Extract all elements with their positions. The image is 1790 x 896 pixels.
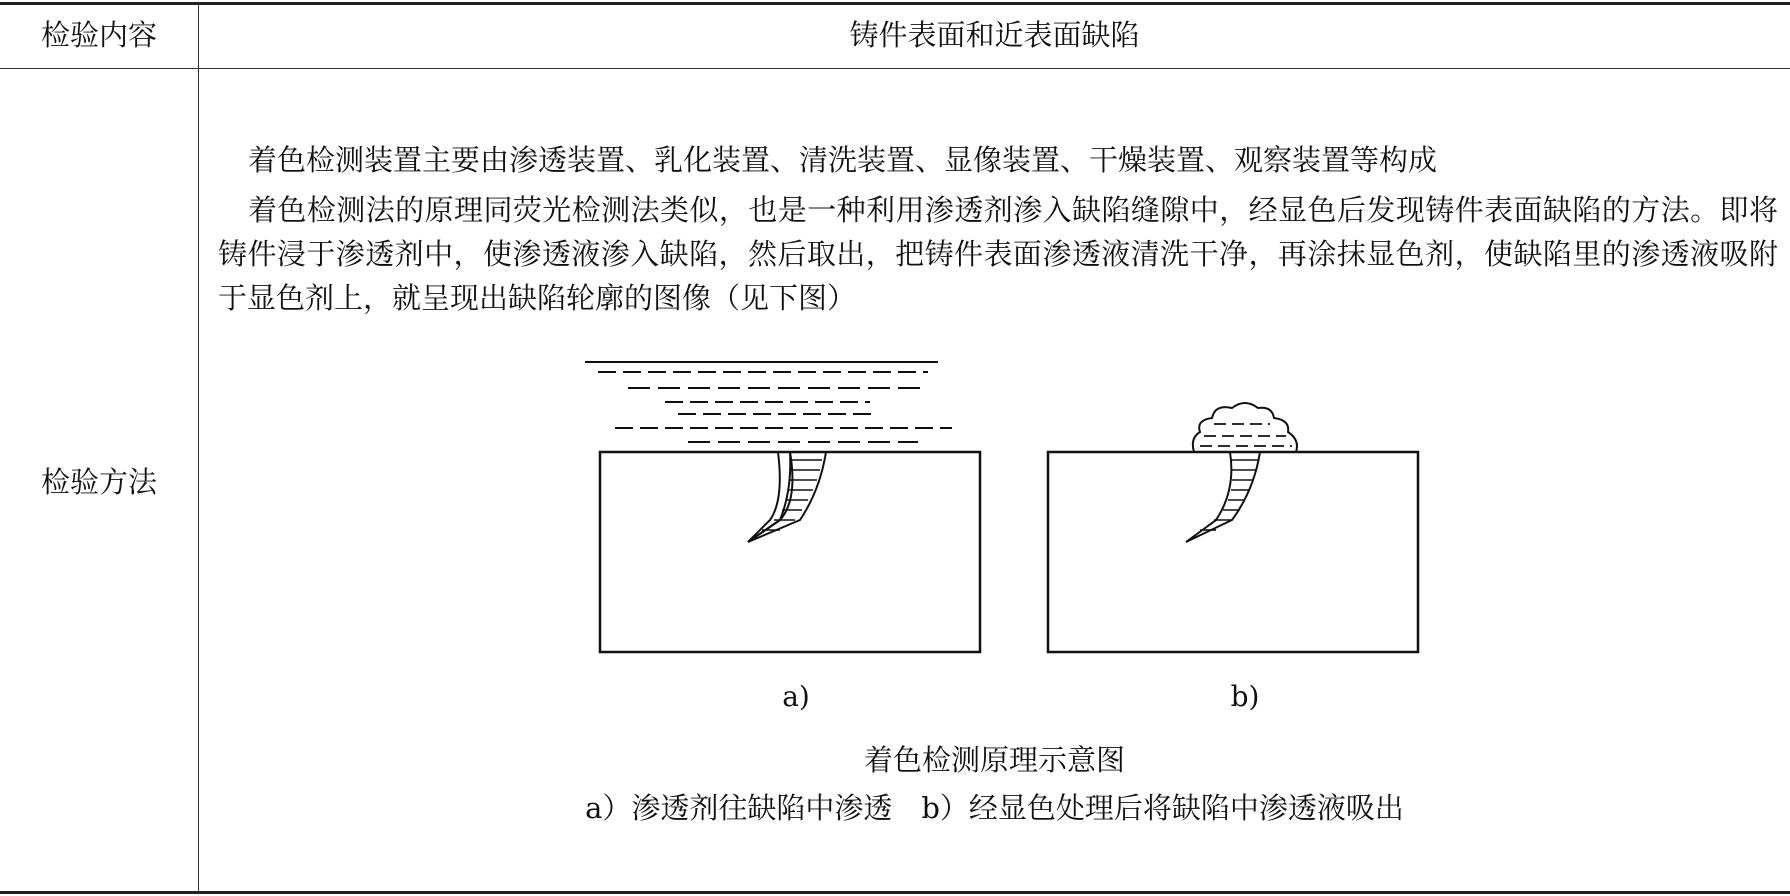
diagram-b-label: b) — [1230, 680, 1260, 713]
crack-a — [748, 452, 792, 542]
developer-blob — [1193, 403, 1297, 452]
figure-subcaption: a）渗透剂往缺陷中渗透 b）经显色处理后将缺陷中渗透液吸出 — [585, 791, 1404, 825]
diagram-a — [585, 362, 980, 652]
header-inspection-content: 检验内容 — [40, 18, 157, 52]
diagram-b — [1048, 403, 1418, 652]
diagram-a-label: a) — [782, 680, 810, 713]
paragraph-equipment: 着色检测装置主要由渗透装置、乳化装置、清洗装置、显像装置、干燥装置、观察装置等构成 — [248, 143, 1438, 177]
crack-b — [1186, 452, 1260, 542]
paragraph-principle: 着色检测法的原理同荧光检测法类似，也是一种利用渗透剂渗入缺陷缝隙中，经显色后发现铸件表面缺陷的方法。即将铸件浸于渗透剂中，使渗透液渗入缺陷，然后取出，把铸件表面渗透液清洗干净，再涂抹显色剂，使缺陷里的渗透液吸附于显色剂上，就呈现出缺陷轮廓的图像（见下图） — [218, 193, 1778, 315]
row-label-inspection-method: 检验方法 — [40, 465, 157, 499]
figure-caption: 着色检测原理示意图 — [863, 743, 1125, 777]
header-casting-defects: 铸件表面和近表面缺陷 — [849, 18, 1140, 52]
specimen-b — [1048, 452, 1418, 652]
